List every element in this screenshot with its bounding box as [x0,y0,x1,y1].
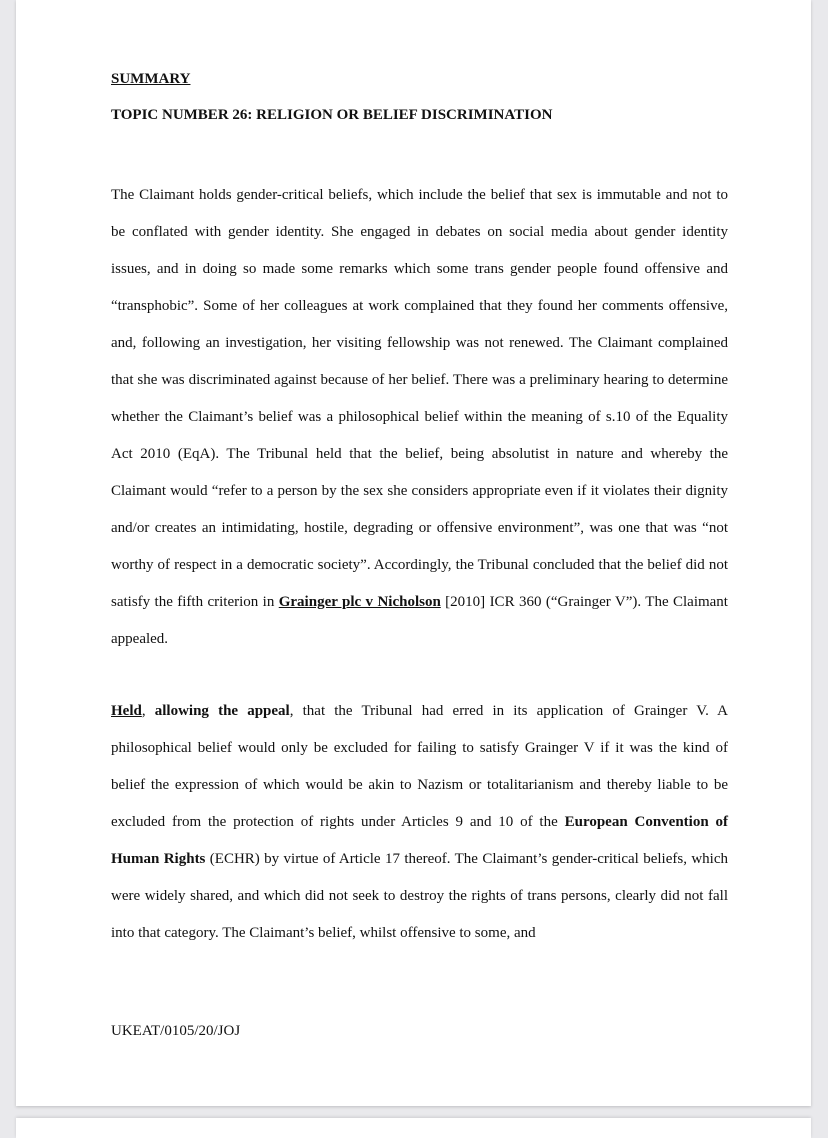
held-text: , that the Tribunal had erred in its application of Grainger V. A philosophical belief would only be excluded for failing to satisfy Grainger V if it was the kind of belief the expression of which would be akin to Nazism or totalitarianism and thereby liable to be excluded from the protection of rights under Articles 9 and 10 of the [111,703,729,830]
topic-heading: TOPIC NUMBER 26: RELIGION OR BELIEF DISCRIMINATION [111,107,553,123]
held-paragraph [111,693,728,952]
allowing-appeal-label: allowing the appeal [154,703,290,719]
next-page-edge [16,1118,811,1138]
facts-text-end: [2010] ICR 360 (“Grainger V”). The Claimant appealed. [111,594,728,647]
summary-heading: SUMMARY [111,71,191,87]
held-comma: , [141,703,155,719]
held-text-end: (ECHR) by virtue of Article 17 thereof. The Claimant’s gender-critical beliefs, which were widely shared, and which did not seek to destroy the rights of trans persons, clearly did not fall into that category. The Claimant’s belief, whilst offensive to some, and [111,851,728,941]
page-content [111,68,728,952]
document-reference-footer: UKEAT/0105/20/JOJ [111,1023,241,1039]
held-label: Held [111,703,142,719]
echr-reference: European Convention of Human Rights [111,814,728,867]
document-page [16,0,811,1106]
case-citation-grainger: Grainger plc v Nicholson [278,594,441,610]
facts-paragraph [111,177,728,658]
facts-text: The Claimant holds gender-critical beliefs, which include the belief that sex is immutable and not to be conflated with gender identity. She engaged in debates on social media about gender identity issues, and in doing so made some remarks which some trans gender people found offensive and “transphobic”. Some of her colleagues at work complained that they found her comments offensive, and, following an investigation, her visiting fellowship was not renewed. The Claimant complained that she was discriminated against because of her belief. There was a preliminary hearing to determine whether the Claimant’s belief was a philosophical belief within the meaning of s.10 of the Equality Act 2010 (EqA). The Tribunal held that the belief, being absolutist in nature and whereby the Claimant would “refer to a person by the sex she considers appropriate even if it violates their dignity and/or creates an intimidating, hostile, degrading or offensive environment”, was one that was “not worthy of respect in a democratic society”. Accordingly, the Tribunal concluded that the belief did not satisfy the fifth criterion in [111,187,728,610]
